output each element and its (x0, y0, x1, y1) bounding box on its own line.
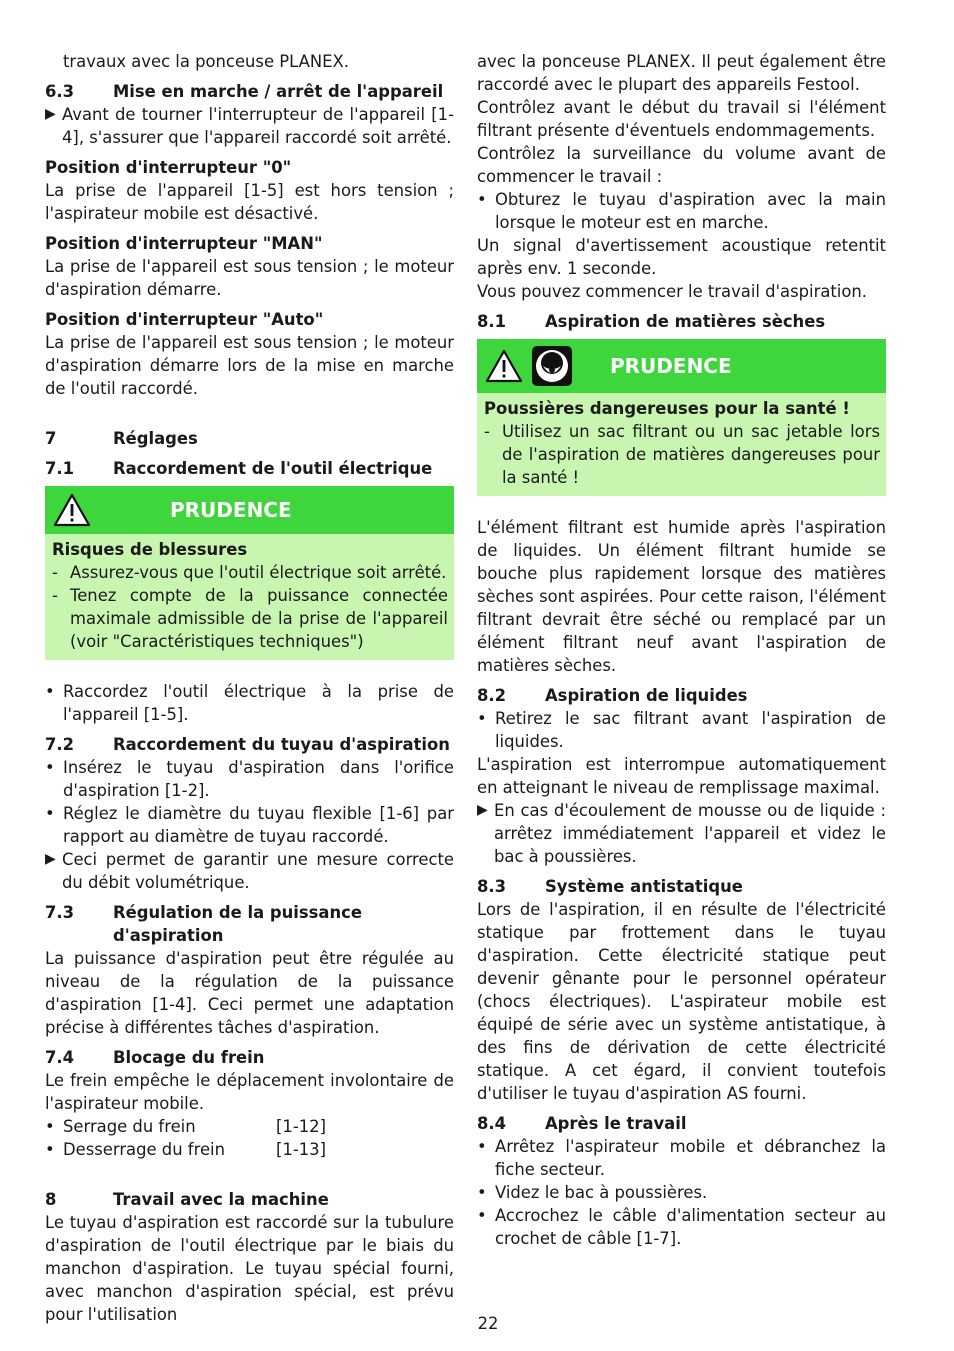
list-item: • Retirez le sac filtrant avant l'aspiration de liquides. (477, 709, 886, 751)
brake-row: • Serrage du frein [1-12] (45, 1117, 326, 1136)
paragraph: Le tuyau d'aspiration est raccordé sur la tubulure d'aspiration de l'outil électrique par le biais du manchon d'aspiration. Le tuyau spécial fourni, avec manchon d'aspiration spécial, est prévu pour l'utilisation (45, 1213, 454, 1324)
list-item: • Obturez le tuyau d'aspiration avec la main lorsque le moteur est en marche. (477, 190, 886, 232)
warning-triangle-icon (53, 493, 91, 527)
caution-box (45, 486, 454, 660)
arrow-icon: ▶ (45, 106, 56, 122)
paragraph: Vous pouvez commencer le travail d'aspiration. (477, 282, 867, 301)
switch-0-text: La prise de l'appareil [1-5] est hors tension ; l'aspirateur mobile est désactivé. (45, 181, 454, 223)
list-item: • Raccordez l'outil électrique à la prise de l'appareil [1-5]. (45, 682, 454, 724)
heading-8-3: 8.3 Système antistatique (477, 877, 743, 896)
instruction-arrow: ▶ En cas d'écoulement de mousse ou de liquide : arrêtez immédiatement l'appareil et videz le bac à poussières. (477, 801, 886, 866)
paragraph: L'aspiration est interrompue automatiquement en atteignant le niveau de remplissage maximal. (477, 755, 886, 797)
warning-triangle-icon (485, 349, 523, 383)
instruction-arrow: ▶ Ceci permet de garantir une mesure correcte du débit volumétrique. (45, 850, 454, 892)
intro-text: travaux avec la ponceuse PLANEX. (63, 52, 349, 71)
arrow-icon: ▶ (45, 851, 56, 867)
heading-8: 8 Travail avec la machine (45, 1190, 329, 1209)
heading-7-4: 7.4 Blocage du frein (45, 1048, 265, 1067)
switch-0-title: Position d'interrupteur "0" (45, 158, 292, 177)
switch-man-title: Position d'interrupteur "MAN" (45, 234, 323, 253)
caution-subtitle: Poussières dangereuses pour la santé ! (484, 399, 850, 418)
list-item: • Arrêtez l'aspirateur mobile et débranchez la fiche secteur. (477, 1137, 886, 1179)
paragraph: Le frein empêche le déplacement involontaire de l'aspirateur mobile. (45, 1071, 454, 1113)
paragraph: Contrôlez la surveillance du volume avant de commencer le travail : (477, 144, 886, 186)
paragraph: La puissance d'aspiration peut être régulée au niveau de la régulation de la puissance d'aspiration [1-4]. Ceci permet une adaptation précise à différentes tâches d'aspiration. (45, 949, 454, 1037)
heading-8-4: 8.4 Après le travail (477, 1114, 687, 1133)
caution-title: PRUDENCE (170, 497, 292, 522)
caution-title: PRUDENCE (610, 353, 732, 378)
left-column (45, 50, 454, 1326)
heading-7-1: 7.1 Raccordement de l'outil électrique (45, 459, 433, 478)
caution-subtitle: Risques de blessures (52, 540, 248, 559)
paragraph: Un signal d'avertissement acoustique retentit après env. 1 seconde. (477, 236, 886, 278)
page-number: 22 (477, 1314, 499, 1333)
right-column (477, 50, 886, 1250)
switch-auto-text: La prise de l'appareil est sous tension ; le moteur d'aspiration démarre lors de la mise en marche de l'outil raccordé. (45, 333, 454, 398)
heading-8-2: 8.2 Aspiration de liquides (477, 686, 748, 705)
caution-item: - Assurez-vous que l'outil électrique soit arrêté. (52, 563, 447, 582)
switch-man-text: La prise de l'appareil est sous tension ; le moteur d'aspiration démarre. (45, 257, 454, 299)
heading-7-2: 7.2 Raccordement du tuyau d'aspiration (45, 735, 450, 754)
brake-row: • Desserrage du frein [1-13] (45, 1140, 326, 1159)
caution-item: - Utilisez un sac filtrant ou un sac jetable lors de l'aspiration de matières dangereuses pour la santé ! (484, 422, 880, 487)
caution-item: - Tenez compte de la puissance connectée maximale admissible de la prise de l'appareil (voir "Caractéristiques techniques") (52, 586, 448, 651)
heading-8-1: 8.1 Aspiration de matières sèches (477, 312, 826, 331)
heading-7-3: 7.3 Régulation de la puissance d'aspiration (45, 903, 362, 945)
list-item: • Insérez le tuyau d'aspiration dans l'orifice d'aspiration [1-2]. (45, 758, 454, 800)
list-item: • Accrochez le câble d'alimentation secteur au crochet de câble [1-7]. (477, 1206, 886, 1248)
arrow-icon: ▶ (477, 802, 488, 818)
switch-auto-title: Position d'interrupteur "Auto" (45, 310, 324, 329)
paragraph: Lors de l'aspiration, il en résulte de l'électricité statique par frottement dans le tuyau d'aspiration. Cette électricité statique peut devenir gênante pour le personnel opérateur (chocs électriques). L'aspirateur mobile est équipé de série avec un système antistatique, à des fins de dérivation de cette électricité statique. A cet égard, il convient toutefois d'utiliser le tuyau d'aspiration AS fourni. (477, 900, 886, 1103)
paragraph: avec la ponceuse PLANEX. Il peut également être raccordé avec le plupart des appareils Festool. (477, 52, 886, 94)
heading-7: 7 Réglages (45, 429, 198, 448)
heading-6-3: 6.3 Mise en marche / arrêt de l'appareil (45, 82, 444, 101)
instruction-arrow: ▶ Avant de tourner l'interrupteur de l'appareil [1-4], s'assurer que l'appareil raccordé soit arrêté. (45, 105, 454, 147)
paragraph: L'élément filtrant est humide après l'aspiration de liquides. Un élément filtrant humide se bouche plus rapidement lorsque des matières sèches sont aspirées. Pour cette raison, l'élément filtrant devrait être séché ou remplacé par un élément filtrant neuf avant l'aspiration de matières sèches. (477, 518, 886, 675)
list-item: • Réglez le diamètre du tuyau flexible [1-6] par rapport au diamètre de tuyau raccordé. (45, 804, 454, 846)
paragraph: Contrôlez avant le début du travail si l'élément filtrant présente d'éventuels endommagements. (477, 98, 886, 140)
dust-mask-icon (532, 346, 572, 386)
caution-box (477, 339, 886, 496)
list-item: • Videz le bac à poussières. (477, 1183, 708, 1202)
